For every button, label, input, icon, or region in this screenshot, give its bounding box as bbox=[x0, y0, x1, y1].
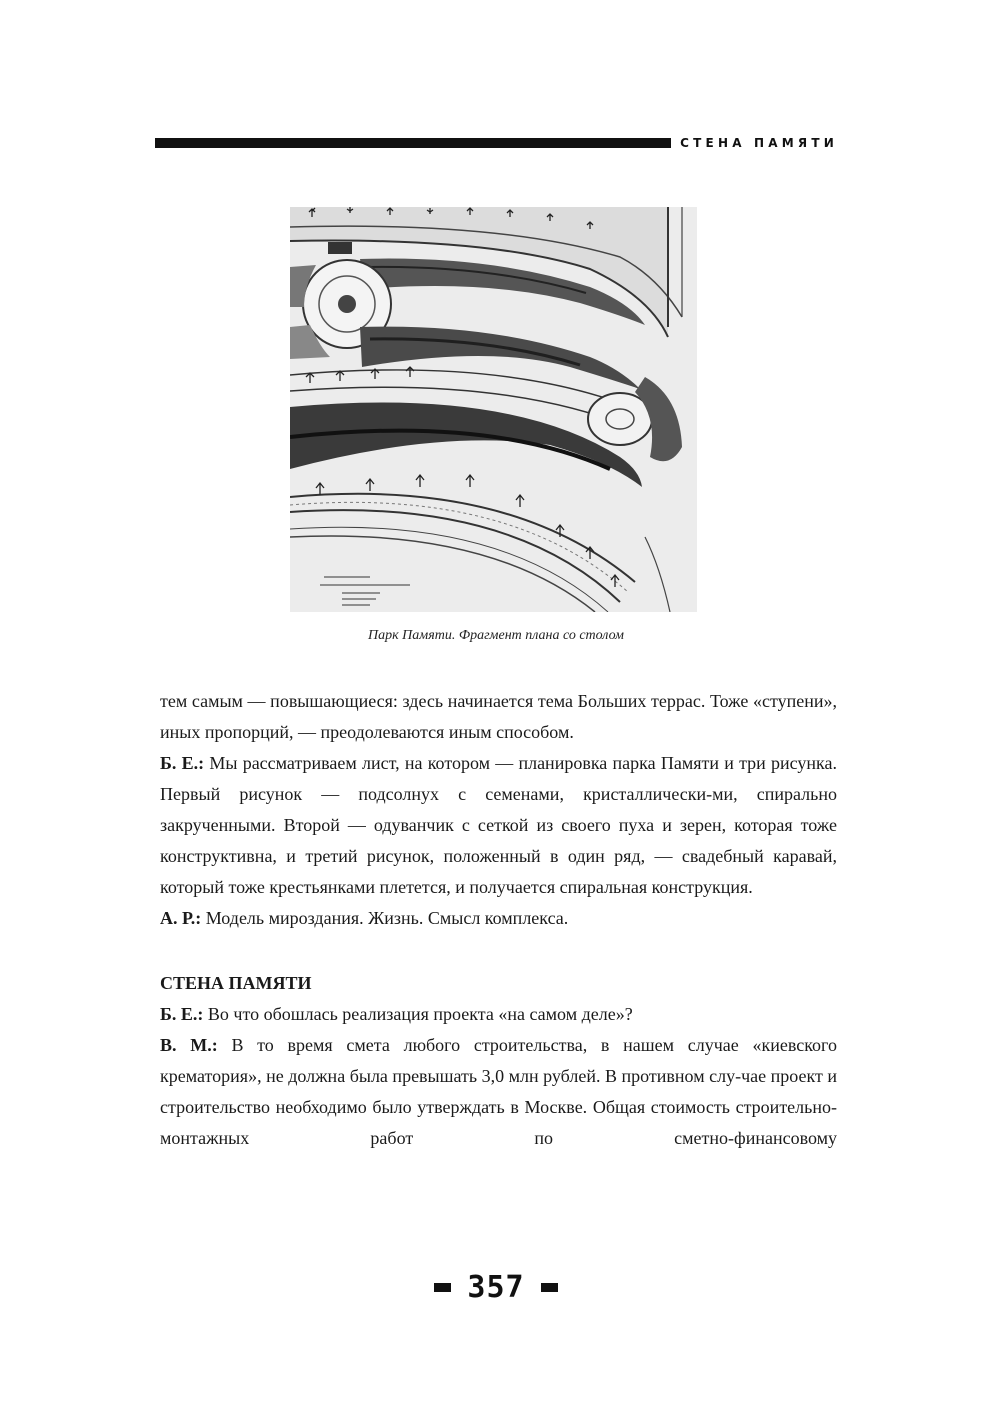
paragraph-text: Модель мироздания. Жизнь. Смысл комплекса. bbox=[201, 908, 569, 928]
page-number-right-bar bbox=[541, 1283, 558, 1292]
running-header bbox=[155, 136, 838, 150]
page-number-text: 357 bbox=[467, 1270, 525, 1305]
park-plan-figure bbox=[290, 207, 697, 612]
figure-caption: Парк Памяти. Фрагмент плана со столом bbox=[368, 628, 624, 643]
paragraph-text: Мы рассматриваем лист, на котором — планировка парка Памяти и три рисунка. Первый рисунок — подсолнух с семенами, кристаллически-ми, спирально закрученными. Второй — одуванчик с сеткой из своего пуха и зерен, которая тоже конструктивна, и третий рисунок, положенный в один ряд, — свадебный каравай, который тоже крестьянками плетется, и получается спиральная конструкция. bbox=[160, 753, 838, 897]
page-number-left-bar bbox=[434, 1283, 451, 1292]
running-header-title: СТЕНА ПАМЯТИ bbox=[680, 136, 838, 150]
paragraph-text: Во что обошлась реализация проекта «на самом деле»? bbox=[203, 1004, 633, 1024]
park-plan-drawing bbox=[290, 207, 697, 612]
speaker-label: Б. Е.: bbox=[160, 753, 205, 773]
section-heading: СТЕНА ПАМЯТИ bbox=[160, 973, 312, 993]
body-text bbox=[160, 686, 837, 1154]
speaker-label: В. М.: bbox=[160, 1035, 218, 1055]
page-number bbox=[0, 1270, 992, 1305]
header-rule bbox=[155, 138, 671, 148]
paragraph bbox=[160, 903, 837, 934]
paragraph bbox=[160, 686, 837, 748]
paragraph bbox=[160, 999, 837, 1030]
paragraph-text: тем самым — повышающиеся: здесь начинается тема Больших террас. Тоже «ступени», иных пропорций, — преодолеваются иным способом. bbox=[160, 691, 837, 742]
paragraph-text: В то время смета любого строительства, в нашем случае «киевского крематория», не должна была превышать 3,0 млн рублей. В противном слу-чае проект и строительство необходимо было утверждать в Москве. Общая стоимость строительно-монтажных работ по сметно-финансовому bbox=[160, 1035, 837, 1148]
speaker-label: А. Р.: bbox=[160, 908, 202, 928]
paragraph bbox=[160, 748, 837, 903]
paragraph bbox=[160, 1030, 837, 1154]
speaker-label: Б. Е.: bbox=[160, 1004, 204, 1024]
